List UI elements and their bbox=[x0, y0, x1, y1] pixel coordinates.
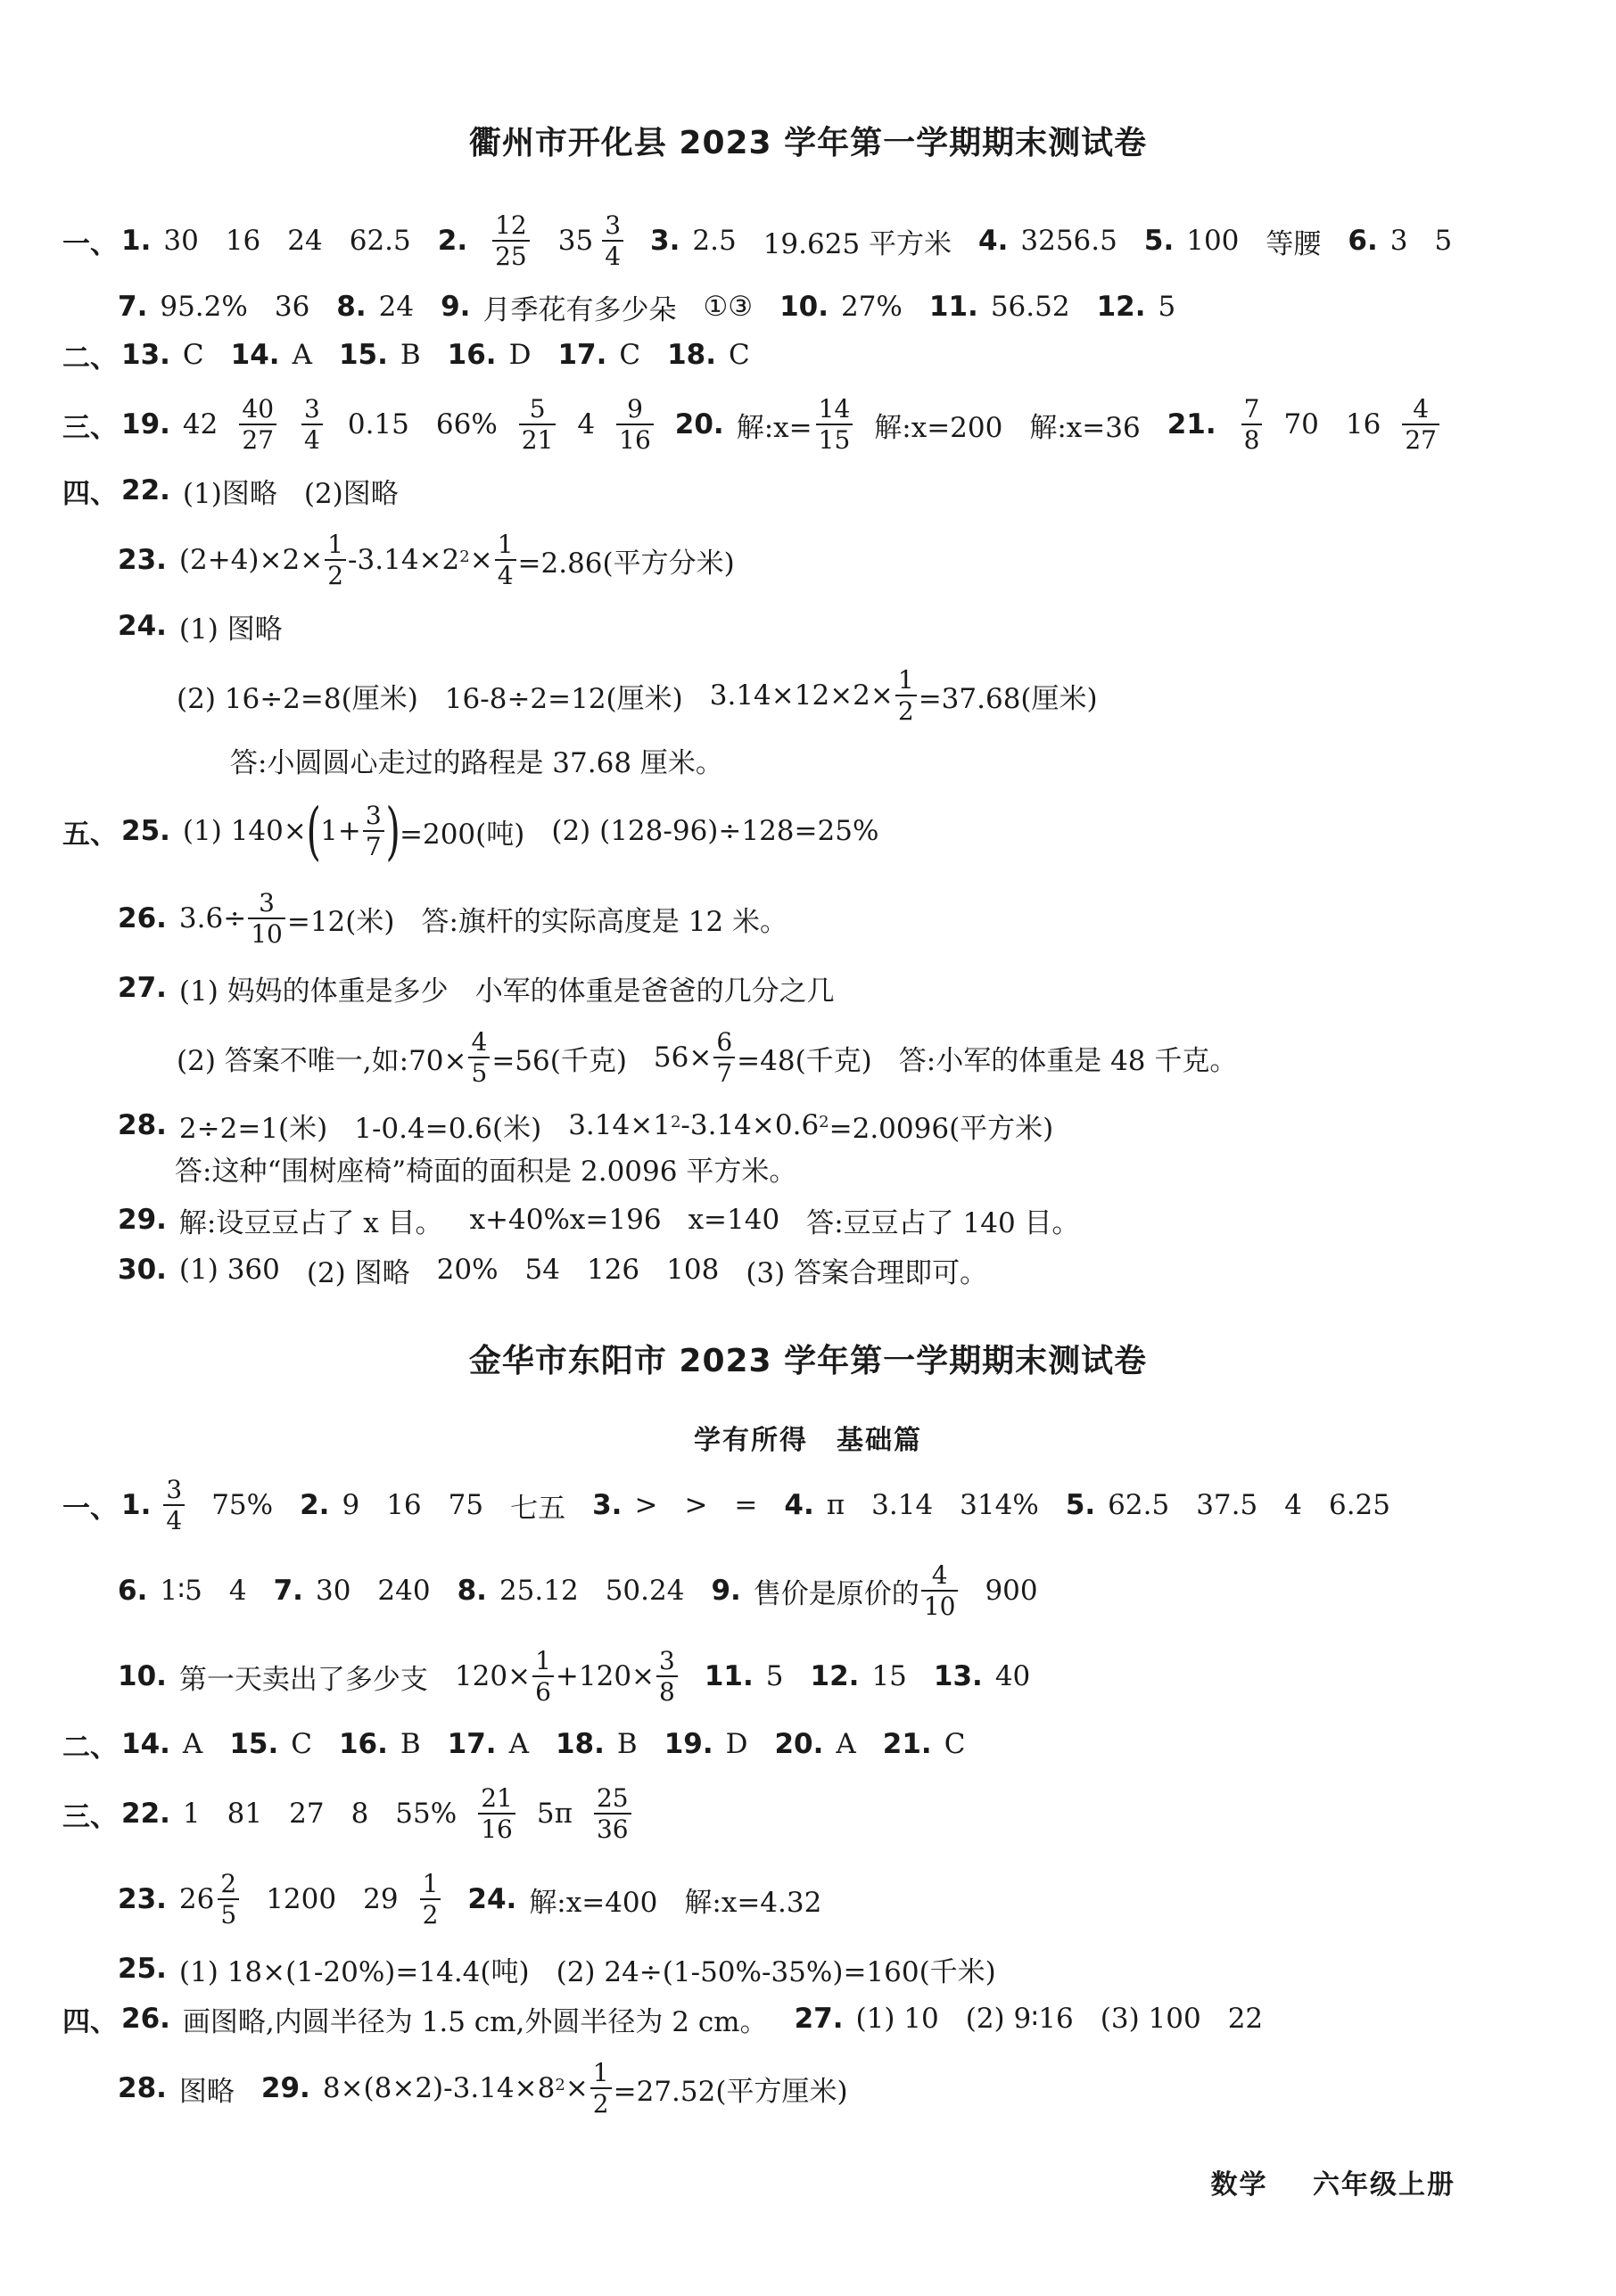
question-number: 19. bbox=[664, 1728, 713, 1760]
answer: 100 bbox=[1186, 225, 1240, 257]
expression: 1+ bbox=[320, 815, 361, 847]
answer: 126 bbox=[586, 1254, 640, 1286]
answer: 0.15 bbox=[347, 408, 409, 440]
question-number: 26. bbox=[121, 2003, 170, 2035]
answer: ①③ bbox=[703, 291, 754, 323]
question-number: 14. bbox=[230, 339, 280, 371]
answer: 24 bbox=[287, 225, 323, 257]
doc2-s1-line3 bbox=[118, 1641, 1057, 1712]
question-number: 22. bbox=[121, 1798, 170, 1830]
answer: 5 bbox=[1158, 291, 1176, 323]
doc1-s4-q22 bbox=[62, 455, 425, 526]
doc1-s2-line bbox=[62, 319, 777, 391]
fraction: $\frac{40}{27}$ bbox=[239, 396, 276, 454]
question-number: 24. bbox=[118, 610, 167, 642]
answer: 16 bbox=[386, 1489, 422, 1521]
question-number: 7. bbox=[118, 291, 148, 323]
answer: 图略 bbox=[178, 2075, 235, 2108]
question-number: 10. bbox=[779, 291, 829, 323]
expression: =12(米) bbox=[286, 905, 395, 938]
fraction: $\frac{1}{2}$ bbox=[590, 2060, 612, 2118]
expression: =37.68(厘米) bbox=[918, 682, 1098, 715]
question-number: 25. bbox=[118, 1953, 167, 1985]
answer: 108 bbox=[666, 1254, 720, 1286]
answer: 62.5 bbox=[349, 225, 411, 257]
question-number: 3. bbox=[592, 1489, 622, 1521]
question-number: 27. bbox=[118, 972, 167, 1004]
answer: > bbox=[684, 1489, 708, 1521]
expression: 1-0.4=0.6(米) bbox=[354, 1112, 542, 1145]
answer: 42 bbox=[182, 408, 218, 440]
doc1-s5-q27-l2 bbox=[177, 1022, 1237, 1093]
question-number: 26. bbox=[118, 902, 167, 934]
footer-subject: 数学 bbox=[1210, 2169, 1268, 2201]
answer: 3 bbox=[1389, 225, 1408, 257]
answer: C bbox=[182, 339, 204, 371]
answer: 20% bbox=[436, 1254, 499, 1286]
fraction: $\frac{3}{7}$ bbox=[363, 802, 384, 860]
answer: (3) 100 bbox=[1100, 2003, 1201, 2035]
doc1-s3-line bbox=[62, 389, 1452, 460]
answer: 解:x=200 bbox=[874, 411, 1003, 444]
answer: A bbox=[182, 1728, 203, 1760]
question-number: 18. bbox=[667, 339, 717, 371]
question-number: 12. bbox=[810, 1660, 860, 1692]
fraction: $\frac{1}{4}$ bbox=[495, 531, 516, 589]
doc1-s5-q30 bbox=[118, 1234, 987, 1305]
answer: B bbox=[400, 1728, 421, 1760]
answer: 27 bbox=[289, 1798, 325, 1830]
answer: C bbox=[291, 1728, 312, 1760]
fraction: $\frac{7}{8}$ bbox=[1241, 396, 1263, 454]
answer: 月季花有多少朵 bbox=[482, 293, 677, 326]
section-label: 三、 bbox=[62, 411, 118, 444]
expression: × bbox=[469, 544, 493, 576]
section-label: 四、 bbox=[62, 477, 118, 510]
question-number: 11. bbox=[928, 291, 978, 323]
question-number: 9. bbox=[711, 1575, 741, 1607]
answer: 4 bbox=[577, 408, 596, 440]
exponent: 2 bbox=[670, 1112, 681, 1132]
answer: 6.25 bbox=[1328, 1489, 1390, 1521]
question-number: 21. bbox=[882, 1728, 932, 1760]
answer: 售价是原价的 bbox=[753, 1577, 919, 1610]
answer: (3) 答案合理即可。 bbox=[746, 1256, 988, 1289]
fraction: $\frac{5}{21}$ bbox=[519, 396, 557, 454]
exponent: 2 bbox=[555, 2075, 565, 2094]
expression: x+40%x=196 bbox=[469, 1204, 662, 1236]
answer: (1) 图略 bbox=[178, 613, 283, 646]
answer-sentence: 答:豆豆占了 140 目。 bbox=[806, 1206, 1080, 1239]
doc2-s1-line1 bbox=[62, 1469, 1417, 1541]
answer: 解:x=36 bbox=[1029, 411, 1141, 444]
answer: 1 bbox=[182, 1798, 201, 1830]
right-paren: ) bbox=[385, 794, 400, 868]
answer: 15 bbox=[871, 1660, 907, 1692]
expression: (2+4)×2× bbox=[178, 544, 324, 576]
doc2-title: 金华市东阳市 2023 学年第一学期期末测试卷 bbox=[468, 1343, 1148, 1379]
answer: 26 bbox=[178, 1883, 215, 1915]
question-number: 13. bbox=[933, 1660, 983, 1692]
answer: = bbox=[734, 1489, 758, 1521]
answer: (2)图略 bbox=[303, 477, 399, 510]
answer: D bbox=[508, 339, 532, 371]
question-number: 20. bbox=[774, 1728, 824, 1760]
doc2-s4-q26-q27 bbox=[62, 1983, 1290, 2054]
fraction: $\frac{3}{4}$ bbox=[163, 1477, 185, 1535]
question-number: 5. bbox=[1065, 1489, 1096, 1521]
question-number: 16. bbox=[447, 339, 497, 371]
question-number: 15. bbox=[338, 339, 388, 371]
answer: 35 bbox=[557, 225, 594, 257]
answer: 等腰 bbox=[1266, 227, 1322, 260]
answer: 24 bbox=[378, 291, 415, 323]
question-number: 27. bbox=[794, 2003, 844, 2035]
question-number: 4. bbox=[978, 225, 1009, 257]
answer: 55% bbox=[395, 1798, 458, 1830]
expression: (1) 18×(1-20%)=14.4(吨) bbox=[178, 1955, 530, 1988]
answer: 62.5 bbox=[1108, 1489, 1170, 1521]
question-number: 19. bbox=[121, 408, 170, 440]
doc2-s3-q23-q24 bbox=[118, 1864, 821, 1935]
doc1-s4-q24-l2 bbox=[177, 660, 1098, 731]
answer: 第一天卖出了多少支 bbox=[178, 1663, 428, 1696]
answer: 22 bbox=[1227, 2003, 1264, 2035]
answer: 75% bbox=[211, 1489, 274, 1521]
answer: 1∶5 bbox=[160, 1575, 202, 1607]
answer: 9 bbox=[342, 1489, 360, 1521]
answer: 66% bbox=[435, 408, 498, 440]
question-number: 16. bbox=[338, 1728, 388, 1760]
expression: 2÷2=1(米) bbox=[178, 1112, 328, 1145]
answer: 2.5 bbox=[692, 225, 737, 257]
answer: 19.625 平方米 bbox=[763, 227, 952, 260]
expression: 16-8÷2=12(厘米) bbox=[444, 682, 683, 715]
question-number: 3. bbox=[650, 225, 680, 257]
answer: 4 bbox=[228, 1575, 247, 1607]
doc1-s5-q25 bbox=[62, 795, 878, 867]
page-footer bbox=[1177, 2162, 1455, 2201]
question-number: 20. bbox=[674, 408, 724, 440]
fraction: $\frac{1}{2}$ bbox=[895, 667, 917, 725]
fraction: $\frac{3}{4}$ bbox=[602, 212, 623, 270]
doc1-s5-q26 bbox=[118, 883, 787, 954]
doc2-s2-line bbox=[62, 1708, 992, 1780]
answer: A bbox=[292, 339, 312, 371]
answer-sentence: 答:小军的体重是 48 千克。 bbox=[898, 1044, 1238, 1077]
answer: (1) 360 bbox=[178, 1254, 280, 1286]
answer: C bbox=[729, 339, 750, 371]
doc1-s4-q23 bbox=[118, 524, 735, 596]
footer-grade: 六年级上册 bbox=[1313, 2169, 1455, 2201]
answer: 解:x=400 bbox=[529, 1886, 658, 1919]
section-label: 四、 bbox=[62, 2005, 118, 2038]
fraction: $\frac{12}{25}$ bbox=[492, 212, 530, 270]
expression: 56× bbox=[653, 1041, 713, 1074]
answer: (1) 妈妈的体重是多少 bbox=[178, 975, 449, 1008]
fraction: $\frac{1}{6}$ bbox=[532, 1648, 554, 1706]
fraction: $\frac{21}{16}$ bbox=[478, 1785, 515, 1843]
answer: A bbox=[836, 1728, 856, 1760]
question-number: 17. bbox=[447, 1728, 497, 1760]
fraction: $\frac{3}{8}$ bbox=[656, 1648, 678, 1706]
question-number: 24. bbox=[467, 1883, 517, 1915]
expression: -3.14×0.6 bbox=[680, 1109, 820, 1141]
question-number: 28. bbox=[118, 1109, 167, 1141]
answer: π bbox=[826, 1489, 845, 1521]
expression: =48(千克) bbox=[737, 1044, 872, 1077]
question-number: 12. bbox=[1096, 291, 1146, 323]
doc1-s5-q27-l1 bbox=[118, 952, 835, 1024]
expression: 3.14×1 bbox=[568, 1109, 671, 1141]
answer: 900 bbox=[985, 1575, 1038, 1607]
question-number: 2. bbox=[300, 1489, 330, 1521]
question-number: 30. bbox=[118, 1254, 167, 1286]
answer: (1) 10 bbox=[855, 2003, 939, 2035]
fraction: $\frac{3}{4}$ bbox=[301, 396, 323, 454]
expression: +120× bbox=[555, 1660, 655, 1692]
answer: (1)图略 bbox=[182, 477, 277, 510]
doc2-subtitle: 学有所得 基础篇 bbox=[694, 1425, 922, 1456]
expression: 3.6÷ bbox=[178, 902, 247, 934]
answer: 75 bbox=[448, 1489, 484, 1521]
expression: (1) 140× bbox=[182, 815, 307, 847]
question-number: 25. bbox=[121, 815, 170, 847]
question-number: 29. bbox=[118, 1204, 167, 1236]
answer: 4 bbox=[1284, 1489, 1302, 1521]
exponent: 2 bbox=[819, 1112, 829, 1132]
answer: 8 bbox=[350, 1798, 369, 1830]
section-label: 三、 bbox=[62, 1800, 118, 1833]
question-number: 5. bbox=[1143, 225, 1175, 257]
fraction: $\frac{9}{16}$ bbox=[616, 396, 654, 454]
doc2-s3-q22 bbox=[62, 1778, 644, 1849]
section-label: 二、 bbox=[62, 342, 118, 374]
answer: 70 bbox=[1283, 408, 1319, 440]
expression: x=140 bbox=[688, 1204, 780, 1236]
fraction: $\frac{4}{5}$ bbox=[468, 1029, 490, 1087]
answer: 81 bbox=[227, 1798, 263, 1830]
question-number: 23. bbox=[118, 544, 167, 576]
answer: (2) 图略 bbox=[306, 1256, 410, 1289]
answer-sentence: 答:这种“围树座椅”椅面的面积是 2.0096 平方米。 bbox=[175, 1155, 797, 1188]
expression: (2) 16÷2=8(厘米) bbox=[177, 682, 418, 715]
answer: 解:x=4.32 bbox=[684, 1886, 822, 1919]
exponent: 2 bbox=[459, 547, 470, 566]
answer: 七五 bbox=[510, 1492, 566, 1525]
expression: (2) (128-96)÷128=25% bbox=[551, 815, 879, 847]
question-number: 2. bbox=[437, 225, 468, 257]
answer: 95.2% bbox=[160, 291, 248, 323]
fraction: $\frac{4}{27}$ bbox=[1402, 396, 1439, 454]
expression: =2.0096(平方米) bbox=[829, 1112, 1054, 1145]
doc1-title: 衢州市开化县 2023 学年第一学期期末测试卷 bbox=[468, 125, 1148, 161]
expression: 3.14×12×2× bbox=[709, 679, 894, 712]
doc2-s4-q28-q29 bbox=[118, 2053, 848, 2124]
answer: 36 bbox=[274, 291, 310, 323]
answer: A bbox=[508, 1728, 529, 1760]
fraction: $\frac{6}{7}$ bbox=[713, 1029, 735, 1087]
expression: 8×(8×2)-3.14×8 bbox=[322, 2072, 556, 2104]
left-paren: ( bbox=[306, 794, 321, 868]
question-number: 8. bbox=[457, 1575, 487, 1607]
fraction: $\frac{1}{2}$ bbox=[420, 1871, 441, 1929]
question-number: 1. bbox=[121, 1489, 152, 1521]
answer: 16 bbox=[1345, 408, 1381, 440]
answer: B bbox=[616, 1728, 638, 1760]
doc1-s1-line1 bbox=[62, 205, 1479, 276]
answer: 314% bbox=[960, 1489, 1039, 1521]
answer: 30 bbox=[163, 225, 199, 257]
answer: 5 bbox=[1434, 225, 1453, 257]
question-number: 6. bbox=[1348, 225, 1378, 257]
doc2-s1-line2 bbox=[118, 1555, 1038, 1626]
answer: 37.5 bbox=[1196, 1489, 1258, 1521]
question-number: 17. bbox=[557, 339, 607, 371]
expression: =27.52(平方厘米) bbox=[613, 2075, 848, 2108]
answer: 小军的体重是爸爸的几分之几 bbox=[474, 975, 835, 1008]
answer: (2) 9∶16 bbox=[965, 2003, 1074, 2035]
answer: 解:x= bbox=[736, 411, 812, 444]
question-number: 13. bbox=[121, 339, 170, 371]
answer: 27% bbox=[840, 291, 903, 323]
expression: (2) 答案不唯一,如:70× bbox=[177, 1044, 467, 1077]
answer: C bbox=[619, 339, 641, 371]
answer: 240 bbox=[377, 1575, 431, 1607]
fraction: $\frac{25}{36}$ bbox=[594, 1785, 631, 1843]
question-number: 8. bbox=[336, 291, 367, 323]
expression: 120× bbox=[454, 1660, 532, 1692]
question-number: 11. bbox=[704, 1660, 754, 1692]
question-number: 29. bbox=[260, 2072, 310, 2104]
fraction: $\frac{4}{10}$ bbox=[921, 1562, 959, 1620]
question-number: 21. bbox=[1167, 408, 1216, 440]
question-number: 10. bbox=[118, 1660, 167, 1692]
question-number: 6. bbox=[118, 1575, 148, 1607]
expression: =200(吨) bbox=[400, 818, 525, 851]
expression: -3.14×2 bbox=[348, 544, 460, 576]
question-number: 28. bbox=[118, 2072, 167, 2104]
question-number: 23. bbox=[118, 1883, 167, 1915]
section-label: 二、 bbox=[62, 1731, 118, 1764]
expression: =2.86(平方分米) bbox=[517, 547, 735, 580]
answer: 25.12 bbox=[499, 1575, 579, 1607]
expression: (2) 24÷(1-50%-35%)=160(千米) bbox=[556, 1955, 996, 1988]
fraction: $\frac{2}{5}$ bbox=[218, 1871, 239, 1929]
question-number: 1. bbox=[121, 225, 152, 257]
question-number: 9. bbox=[441, 291, 471, 323]
question-number: 4. bbox=[784, 1489, 814, 1521]
fraction: $\frac{14}{15}$ bbox=[816, 396, 853, 454]
answer: 54 bbox=[524, 1254, 560, 1286]
doc1-s4-q24-l1 bbox=[118, 590, 283, 662]
answer-sentence: 答:小圆圆心走过的路程是 37.68 厘米。 bbox=[230, 746, 723, 779]
answer: 50.24 bbox=[605, 1575, 685, 1607]
answer: > bbox=[634, 1489, 658, 1521]
answer: 3.14 bbox=[871, 1489, 934, 1521]
answer: 40 bbox=[994, 1660, 1031, 1692]
section-label: 一、 bbox=[62, 1492, 118, 1525]
fraction: $\frac{3}{10}$ bbox=[248, 890, 285, 948]
expression: × bbox=[565, 2072, 589, 2104]
expression: 解:设豆豆占了 x 目。 bbox=[178, 1206, 443, 1239]
answer: B bbox=[400, 339, 421, 371]
section-label: 五、 bbox=[62, 818, 118, 851]
question-number: 15. bbox=[229, 1728, 279, 1760]
answer: 30 bbox=[315, 1575, 351, 1607]
answer: 16 bbox=[225, 225, 261, 257]
answer: 56.52 bbox=[990, 291, 1070, 323]
section-label: 一、 bbox=[62, 227, 118, 260]
answer: 29 bbox=[363, 1883, 399, 1915]
answer: 5π bbox=[536, 1798, 573, 1830]
fraction: $\frac{1}{2}$ bbox=[325, 531, 346, 589]
answer: 画图略,内圆半径为 1.5 cm,外圆半径为 2 cm。 bbox=[182, 2005, 768, 2038]
answer: 1200 bbox=[266, 1883, 337, 1915]
question-number: 22. bbox=[121, 474, 170, 506]
answer: C bbox=[944, 1728, 966, 1760]
question-number: 7. bbox=[273, 1575, 303, 1607]
question-number: 18. bbox=[555, 1728, 605, 1760]
doc1-s4-q24-ans bbox=[230, 724, 723, 795]
answer: 5 bbox=[765, 1660, 784, 1692]
answer-sentence: 答:旗杆的实际高度是 12 米。 bbox=[421, 905, 788, 938]
expression: =56(千克) bbox=[491, 1044, 627, 1077]
answer: 3256.5 bbox=[1020, 225, 1117, 257]
question-number: 14. bbox=[121, 1728, 170, 1760]
answer: D bbox=[725, 1728, 748, 1760]
